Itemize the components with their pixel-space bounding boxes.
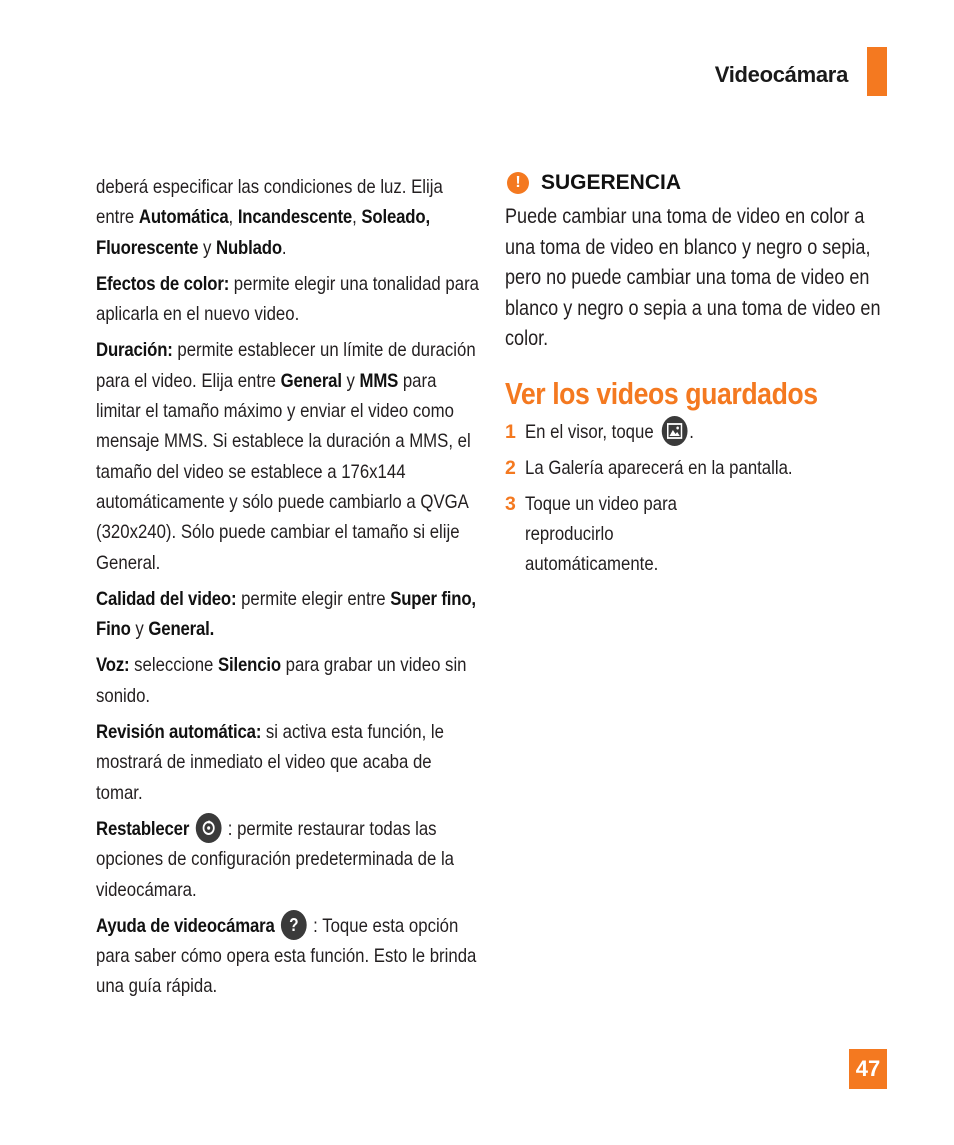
step-item bbox=[505, 489, 895, 579]
step-item bbox=[505, 453, 895, 483]
reset-paragraph: Restablecer : permite restaurar todas las opciones de configuración predeterminada de la videocámara. bbox=[96, 814, 481, 905]
lighting-paragraph: deberá especificar las condiciones de luz. Elija entre Automática, Incandescente, Soleado, Fluorescente y Nublado. bbox=[96, 176, 443, 259]
video-quality-paragraph: Calidad del video: permite elegir entre Super fino, Fino y General. bbox=[96, 587, 476, 641]
step-text: En el visor, toque bbox=[525, 421, 654, 444]
section-tab-marker bbox=[867, 47, 887, 96]
step-item: 1 En el visor, toque . bbox=[505, 417, 895, 447]
step-number: 3 bbox=[505, 493, 516, 516]
section-title: Videocámara bbox=[714, 62, 848, 87]
left-column bbox=[96, 172, 481, 1008]
step-text: Toque un video para reproducirlo automáticamente. bbox=[525, 493, 677, 576]
auto-review-paragraph: Revisión automática: si activa esta función, le mostrará de inmediato el video que acaba de tomar. bbox=[96, 721, 444, 804]
step-number: 1 bbox=[505, 421, 516, 444]
help-paragraph: Ayuda de videocámara ? : Toque esta opción para saber cómo opera esta función. Esto le brinda una guía rápida. bbox=[96, 911, 481, 1002]
reset-icon bbox=[196, 813, 222, 843]
help-icon: ? bbox=[281, 910, 307, 940]
tip-title: SUGERENCIA bbox=[541, 171, 682, 194]
step-text: La Galería aparecerá en la pantalla. bbox=[525, 457, 793, 480]
section-heading: Ver los videos guardados bbox=[505, 375, 818, 411]
right-column bbox=[505, 168, 895, 585]
voice-paragraph: Voz: seleccione Silencio para grabar un video sin sonido. bbox=[96, 654, 467, 707]
gallery-icon bbox=[662, 416, 688, 446]
step-number: 2 bbox=[505, 457, 516, 480]
warning-icon: ! bbox=[507, 172, 529, 194]
duration-paragraph: Duración: permite establecer un límite de duración para el video. Elija entre General y MMS para limitar el tamaño máximo y enviar el video como mensaje MMS. Si establece la duración a MMS, el tamaño del video se establece a 176x144 automáticamente y sólo puede cambiarlo a QVGA (320x240). Sólo puede cambiar el tamaño si elije General. bbox=[96, 339, 476, 574]
tip-body: Puede cambiar una toma de video en color a una toma de video en blanco y negro o sepia, pero no puede cambiar una toma de video en blanco y negro o sepia a una toma de video en color. bbox=[505, 205, 881, 351]
tip-header bbox=[507, 168, 895, 198]
page-number: 47 bbox=[849, 1049, 887, 1089]
color-effects-paragraph: Efectos de color: permite elegir una tonalidad para aplicarla en el nuevo video. bbox=[96, 272, 479, 326]
